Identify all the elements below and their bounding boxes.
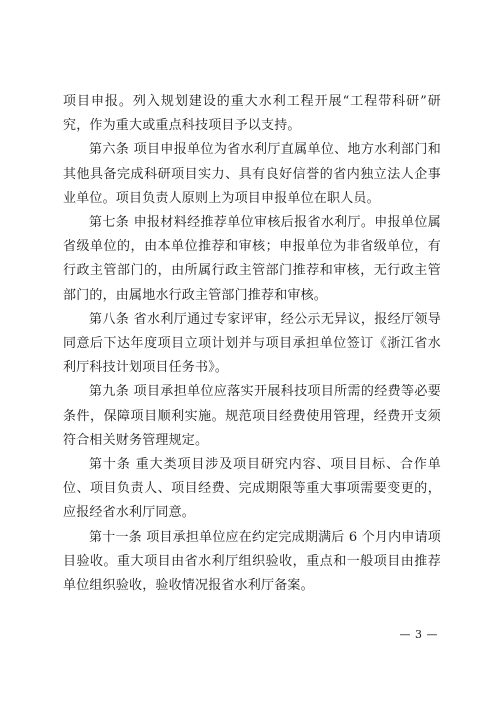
page-number: — 3 — xyxy=(399,628,438,641)
article-8-paragraph: 第八条 省水利厅通过专家评审，经公示无异议，报经厅领导同意后下达年度项目立项计划并与项目承担单位签订《浙江省水利厅科技计划项目任务书》。 xyxy=(63,311,441,376)
article-7-paragraph: 第七条 申报材料经推荐单位审核后报省水利厅。申报单位属省级单位的，由本单位推荐和审核；申报单位为非省级单位，有行政主管部门的，由所属行政主管部门推荐和审核，无行政主管部门的，由属地水行政主管部门推荐和审核。 xyxy=(63,215,441,303)
paragraph-continuation: 项目申报。列入规划建设的重大水利工程开展“工程带科研”研究，作为重大或重点科技项目予以支持。 xyxy=(63,94,441,134)
article-11-paragraph: 第十一条 项目承担单位应在约定完成期满后 6 个月内申请项目验收。重大项目由省水利厅组织验收，重点和一般项目由推荐单位组织验收，验收情况报省水利厅备案。 xyxy=(63,529,441,594)
article-9-paragraph: 第九条 项目承担单位应落实开展科技项目所需的经费等必要条件，保障项目顺利实施。规范项目经费使用管理，经费开支须符合相关财务管理规定。 xyxy=(63,384,441,448)
article-6-paragraph: 第六条 项目申报单位为省水利厅直属单位、地方水利部门和其他具备完成科研项目实力、具有良好信誉的省内独立法人企事业单位。项目负责人原则上为项目申报单位在职人员。 xyxy=(63,142,441,206)
article-10-paragraph: 第十条 重大类项目涉及项目研究内容、项目目标、合作单位、项目负责人、项目经费、完成期限等重大事项需要变更的，应报经省水利厅同意。 xyxy=(63,457,441,521)
document-body xyxy=(63,90,441,598)
